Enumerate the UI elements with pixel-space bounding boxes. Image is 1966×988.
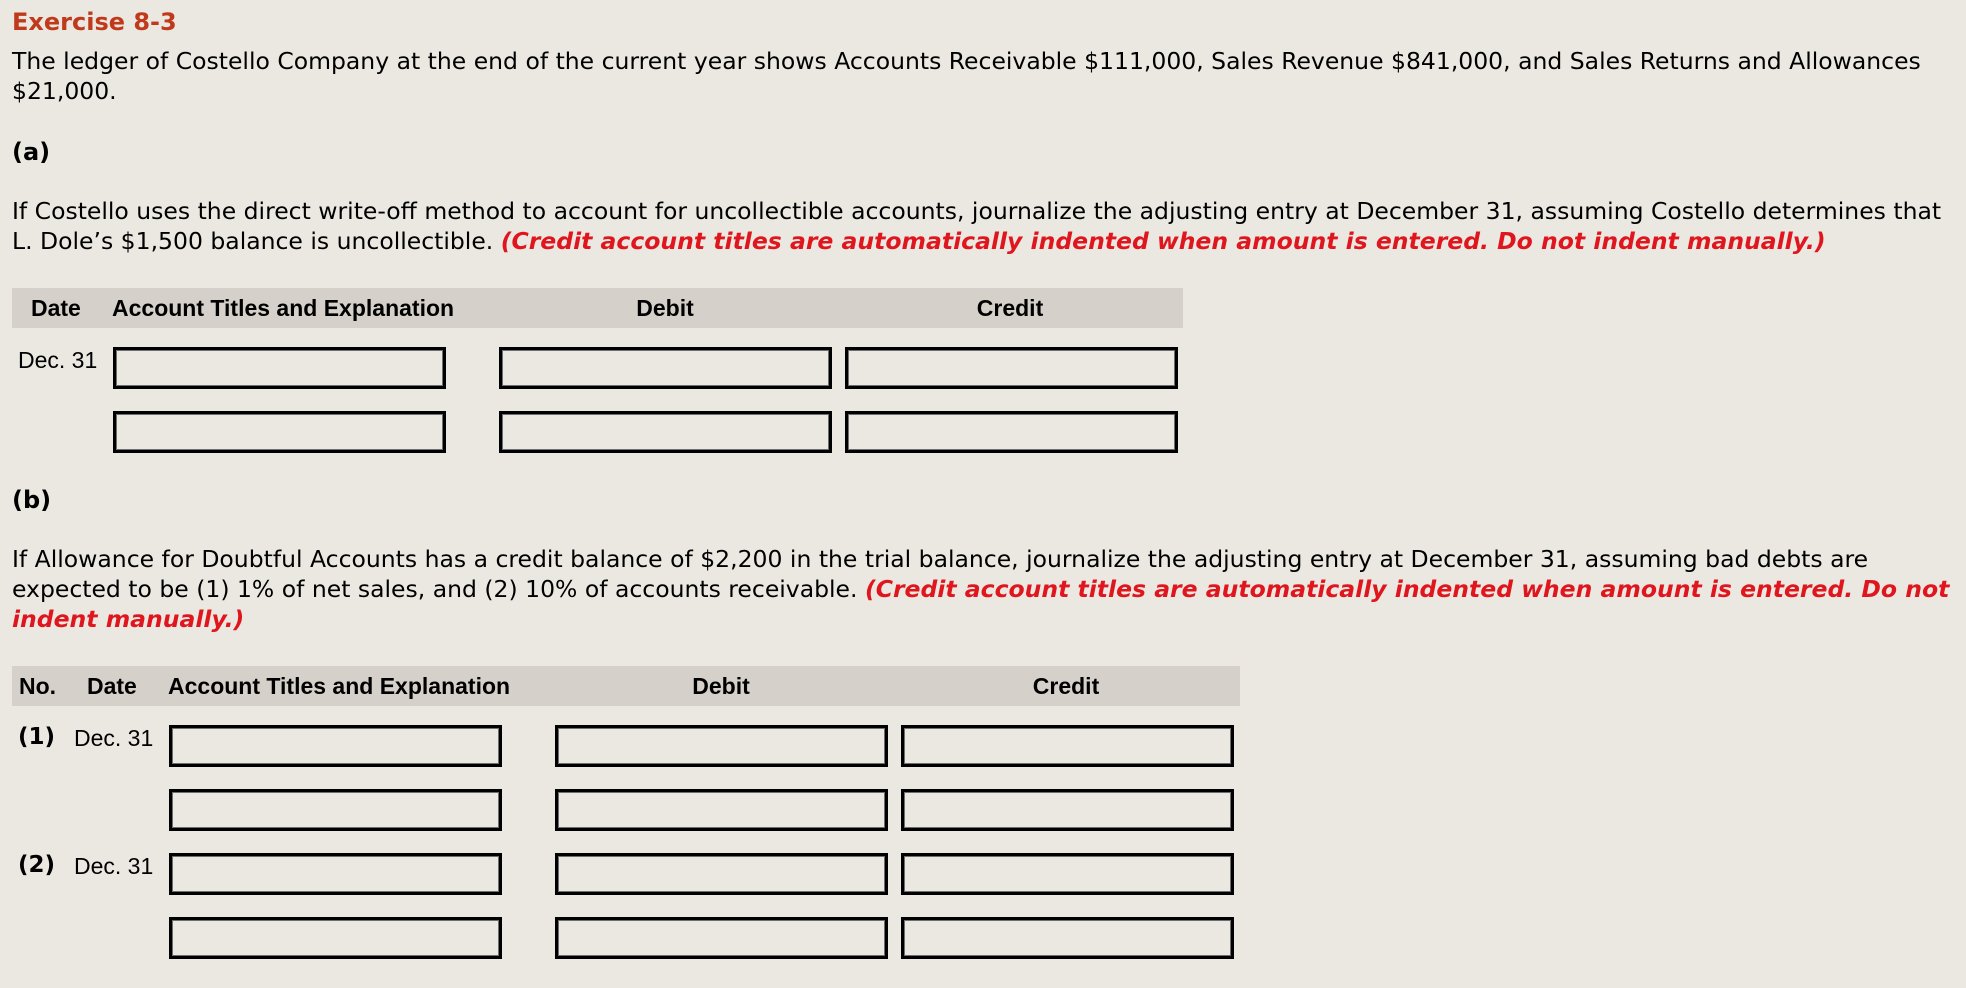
entry-1-row1-credit-input[interactable]: [901, 725, 1234, 767]
part-a-row2-credit-input[interactable]: [845, 411, 1178, 453]
part-b-question: [12, 544, 1957, 634]
entry-1-row2-account-input[interactable]: [169, 789, 502, 831]
header-no: No.: [19, 673, 57, 699]
part-a-label: (a): [12, 138, 51, 166]
header-account-titles: Account Titles and Explanation: [168, 673, 511, 699]
entry-2-number: (2): [18, 852, 56, 878]
entry-2-row2-credit-input[interactable]: [901, 917, 1234, 959]
exercise-title: Exercise 8-3: [12, 8, 177, 36]
entry-2-row2-debit-input[interactable]: [555, 917, 888, 959]
part-b-table-header: [12, 666, 1240, 706]
entry-1-row2-credit-input[interactable]: [901, 789, 1234, 831]
part-b-instruction-note: (Credit account titles are automatically indented when amount is entered. Do not indent manually.): [12, 575, 1950, 633]
part-a-table-header: [12, 288, 1183, 328]
entry-2-row1-account-input[interactable]: [169, 853, 502, 895]
part-a-row1-account-input[interactable]: [113, 347, 446, 389]
header-date: Date: [31, 295, 81, 321]
part-a-row1-debit-input[interactable]: [499, 347, 832, 389]
part-a-row2-debit-input[interactable]: [499, 411, 832, 453]
entry-2-row1-credit-input[interactable]: [901, 853, 1234, 895]
entry-1-date: Dec. 31: [74, 725, 154, 751]
part-a-date: Dec. 31: [18, 347, 98, 373]
entry-1-row1-account-input[interactable]: [169, 725, 502, 767]
header-date: Date: [87, 673, 137, 699]
header-debit: Debit: [636, 295, 694, 321]
intro-text: The ledger of Costello Company at the end of the current year shows Accounts Receivable $111,000, Sales Revenue $841,000, and Sales Returns and Allowances $21,000.: [12, 47, 1921, 105]
part-b-label: (b): [12, 486, 52, 514]
entry-2-row2-account-input[interactable]: [169, 917, 502, 959]
header-credit: Credit: [976, 295, 1044, 321]
header-credit: Credit: [1032, 673, 1100, 699]
entry-2-row1-debit-input[interactable]: [555, 853, 888, 895]
part-a-question-text: If Costello uses the direct write-off method to account for uncollectible accounts, journalize the adjusting entry at December 31, assuming Costello determines that L. Dole’s $1,500 balance is uncollectible.: [12, 197, 1942, 255]
part-a-instruction-note: (Credit account titles are automatically indented when amount is entered. Do not indent manually.): [500, 227, 1826, 255]
entry-1-row1-debit-input[interactable]: [555, 725, 888, 767]
part-a-question: [12, 196, 1957, 256]
header-account-titles: Account Titles and Explanation: [112, 295, 455, 321]
part-a-row1-credit-input[interactable]: [845, 347, 1178, 389]
entry-1-number: (1): [18, 724, 56, 750]
header-debit: Debit: [692, 673, 750, 699]
entry-2-date: Dec. 31: [74, 853, 154, 879]
part-b-question-text: If Allowance for Doubtful Accounts has a credit balance of $2,200 in the trial balance, journalize the adjusting entry at December 31, assuming bad debts are expected to be (1) 1% of net sales, and (2) 10% of accounts receivable.: [12, 545, 1869, 603]
entry-1-row2-debit-input[interactable]: [555, 789, 888, 831]
part-a-row2-account-input[interactable]: [113, 411, 446, 453]
